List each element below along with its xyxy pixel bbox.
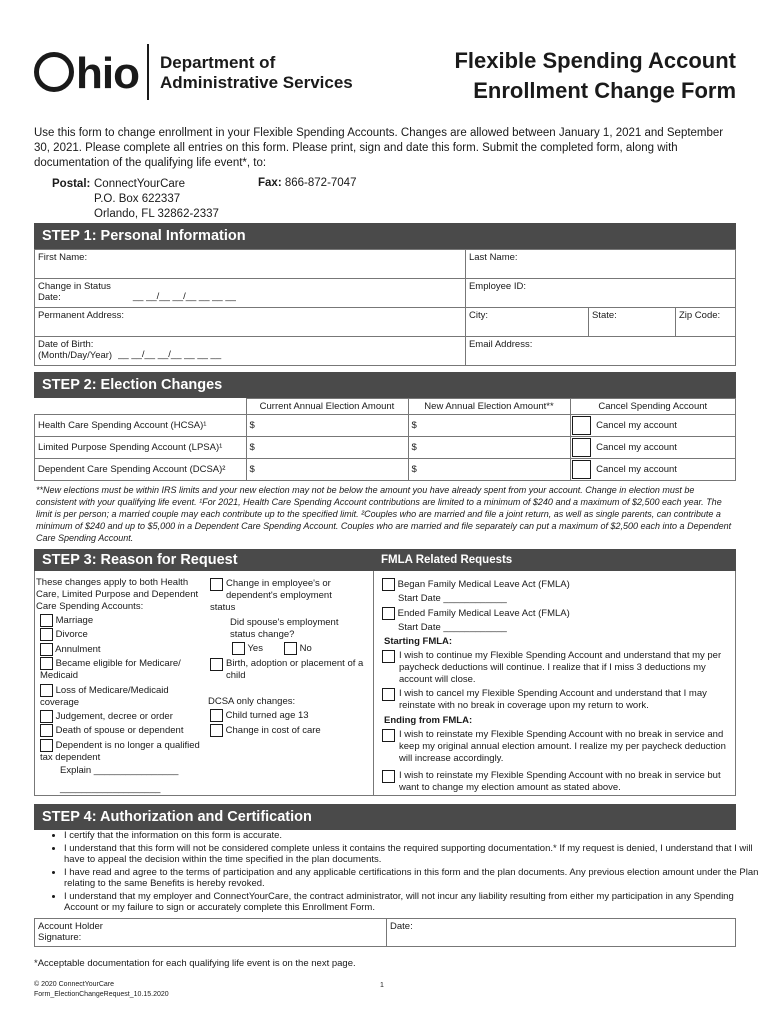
dcsa-label: Child turned age 13: [225, 710, 309, 722]
postal-address: [52, 177, 219, 222]
reason-checkbox[interactable]: [40, 684, 53, 697]
reason-item: [40, 614, 93, 627]
fax-value: 866-872-7047: [284, 177, 357, 189]
ohio-logo-o: [34, 52, 74, 92]
reason-checkbox[interactable]: [40, 628, 53, 641]
title-line-2: Enrollment Change Form: [473, 78, 736, 103]
step3-header: STEP 3: Reason for Request: [34, 549, 373, 571]
spouse-yes: [232, 642, 263, 655]
reason-label: Judgement, decree or order: [55, 711, 173, 723]
row-label: Dependent Care Spending Account (DCSA)²: [35, 459, 247, 481]
reason-label: Divorce: [55, 629, 88, 641]
dob-field[interactable]: [35, 337, 466, 366]
employment-change-checkbox[interactable]: [210, 578, 223, 591]
end-option-1-label: I wish to reinstate my Flexible Spending Account with no break in service and keep my original annual election amount. I realize my per paycheck deduction will increase accordingly.: [399, 729, 726, 764]
dcsa-checkbox[interactable]: [210, 709, 223, 722]
start-option-1: [382, 650, 730, 686]
city-field[interactable]: [465, 308, 588, 337]
last-name-field[interactable]: [465, 250, 735, 279]
election-table: [34, 398, 736, 481]
reason-checkbox[interactable]: [40, 739, 53, 752]
fax-number: [258, 177, 356, 189]
reason-item: [40, 628, 88, 641]
reason-item: [40, 710, 173, 723]
step2-header: STEP 2: Election Changes: [34, 372, 736, 398]
fmla-began-checkbox[interactable]: [382, 578, 395, 591]
current-amount-input[interactable]: $: [246, 437, 408, 459]
reason-item: [40, 657, 200, 682]
election-row: [35, 437, 736, 459]
new-amount-input[interactable]: $: [408, 459, 570, 481]
step1-header: STEP 1: Personal Information: [34, 223, 736, 249]
fmla-header: FMLA Related Requests: [373, 549, 736, 571]
step3-divider: [373, 571, 374, 796]
no-checkbox[interactable]: [284, 642, 297, 655]
state-label: State:: [591, 310, 617, 321]
last-name-label: Last Name:: [468, 252, 518, 263]
signature-table: [34, 918, 736, 947]
reason-item: [40, 739, 200, 764]
start-option-2: [382, 688, 730, 712]
election-corner: [35, 399, 247, 415]
ohio-logo-text: hio: [76, 49, 139, 98]
employee-id-field[interactable]: [465, 279, 735, 308]
fmla-ended-item: [382, 607, 570, 620]
explain-field[interactable]: Explain ________________: [60, 765, 179, 776]
dcsa-label: Change in cost of care: [225, 725, 321, 737]
signature-date-label: Date:: [390, 921, 413, 932]
department-name: [160, 53, 353, 93]
reason-label: Marriage: [55, 615, 94, 627]
signature-field[interactable]: [35, 919, 387, 947]
step4-header: STEP 4: Authorization and Certification: [34, 804, 736, 830]
reason-item: [40, 643, 101, 656]
new-amount-input[interactable]: $: [408, 415, 570, 437]
personal-info-table: [34, 249, 736, 366]
fmla-ended-start-date[interactable]: Start Date ____________: [398, 622, 507, 633]
dcsa-item: [210, 709, 309, 722]
change-status-date-field[interactable]: [35, 279, 466, 308]
certification-item: • I certify that the information on this form is accurate.: [64, 830, 764, 842]
explain-label: Explain: [60, 765, 92, 776]
postal-line-3: Orlando, FL 32862-2337: [94, 208, 219, 220]
intro-text: Use this form to change enrollment in your Flexible Spending Accounts. Changes are allowed between January 1, 2021 and September 30, 2021. Please complete all entries on this form. Please print, sign and date this form. Submit the completed form, along with documentation of the qualifying life event*, to:: [34, 127, 724, 169]
dcsa-item: [210, 724, 321, 737]
ohio-logo: [34, 48, 139, 99]
end-option-2: [382, 770, 730, 794]
birth-adoption-label: Birth, adoption or placement of a child: [226, 658, 364, 681]
certification-list: [34, 830, 764, 915]
reason-checkbox[interactable]: [40, 614, 53, 627]
zip-label: Zip Code:: [678, 310, 721, 321]
fmla-began-start-date[interactable]: Start Date ____________: [398, 593, 507, 604]
reason-item: [40, 724, 183, 737]
reason-checkbox[interactable]: [40, 657, 53, 670]
spouse-question: Did spouse's employment status change?: [230, 617, 339, 640]
cancel-label: Cancel my account: [596, 442, 677, 454]
fmla-ended-checkbox[interactable]: [382, 607, 395, 620]
first-name-label: First Name:: [38, 252, 88, 263]
end-option-2-checkbox[interactable]: [382, 770, 395, 783]
page-number: 1: [380, 982, 384, 989]
certification-item: • I have read and agree to the terms of participation and any applicable certifications in this form and the plan documents. Any previous election amount under the Plan relating to the same Benefits is hereby revoked.: [64, 867, 764, 890]
dept-line-1: Department of: [160, 53, 276, 72]
footer-left: [34, 980, 169, 1000]
col-current-header: Current Annual Election Amount: [246, 399, 408, 415]
change-status-label-1: Change in Status: [38, 281, 111, 292]
ending-fmla-heading: Ending from FMLA:: [384, 715, 473, 726]
dob-label-2: (Month/Day/Year): [38, 350, 113, 361]
cancel-label: Cancel my account: [596, 420, 677, 432]
reason-label: Annulment: [55, 644, 101, 656]
yes-label: Yes: [247, 643, 263, 655]
election-row: [35, 459, 736, 481]
birth-adoption-checkbox[interactable]: [210, 658, 223, 671]
zip-field[interactable]: [675, 308, 735, 337]
change-status-label-2: Date:: [38, 292, 61, 303]
start-date-label: Start Date: [398, 622, 441, 633]
current-amount-input[interactable]: $: [246, 415, 408, 437]
employment-change-label: Change in employee's or dependent's employment status: [210, 578, 332, 613]
reason-label: Dependent is no longer a qualified tax dependent: [40, 740, 200, 764]
dob-blank: __ __/__ __/__ __ __ __: [118, 349, 222, 360]
certification-item: • I understand that this form will not be considered complete unless it contains the required supporting documentation.* If my request is denied, I understand that I will have to appeal the decision within the time specified in the plan documents.: [64, 843, 764, 866]
reason-label: Death of spouse or dependent: [55, 725, 184, 737]
row-label: Health Care Spending Account (HCSA)¹: [35, 415, 247, 437]
col-new-header: New Annual Election Amount**: [408, 399, 570, 415]
start-option-2-label: I wish to cancel my Flexible Spending Account and understand that I may reinstate with no break in coverage upon my return to work.: [399, 688, 707, 711]
explain-line-2[interactable]: ___________________: [60, 783, 161, 794]
fmla-began-label: Began Family Medical Leave Act (FMLA): [397, 579, 570, 591]
birth-adoption-item: [210, 658, 370, 682]
postal-line-1: ConnectYourCare: [94, 178, 185, 190]
signature-label-1: Account Holder: [38, 921, 103, 932]
reason-checkbox[interactable]: [40, 710, 53, 723]
cancel-checkbox[interactable]: [572, 460, 591, 479]
form-id: Form_ElectionChangeRequest_10.15.2020: [34, 991, 169, 998]
dept-line-2: Administrative Services: [160, 73, 353, 92]
employee-id-label: Employee ID:: [468, 281, 526, 292]
first-name-field[interactable]: [35, 250, 466, 279]
reason-checkbox[interactable]: [40, 643, 53, 656]
state-field[interactable]: [588, 308, 675, 337]
employment-change-item: [210, 578, 358, 614]
fmla-ended-label: Ended Family Medical Leave Act (FMLA): [397, 608, 570, 620]
dob-label-1: Date of Birth:: [38, 339, 94, 350]
start-option-1-label: I wish to continue my Flexible Spending Account and understand that my per paycheck deductions will continue. I realize that if I miss 3 deductions my account will close.: [399, 650, 722, 685]
current-amount-input[interactable]: $: [246, 459, 408, 481]
cancel-checkbox[interactable]: [572, 438, 591, 457]
yes-checkbox[interactable]: [232, 642, 245, 655]
copyright: © 2020 ConnectYourCare: [34, 981, 115, 988]
reason-label: Became eligible for Medicare/ Medicaid: [40, 658, 181, 682]
cancel-checkbox[interactable]: [572, 416, 591, 435]
postal-label: Postal:: [52, 178, 91, 190]
certification-item: • I understand that my employer and ConnectYourCare, the contract administrator, will not incur any liability resulting from either my participation in any Spending Account or my failure to sign or accurately complete this Enrollment Form.: [64, 891, 764, 914]
documentation-note: *Acceptable documentation for each qualifying life event is on the next page.: [34, 958, 356, 969]
spouse-no: [284, 642, 312, 655]
fmla-began-item: [382, 578, 570, 591]
election-note: **New elections must be within IRS limits and your new election may not be below the amount you have already spent from your account. Change in election must be consistent with your qualifying life event. ¹For 2021, Health Care Spending Account contributions are limited to a minimum of $240 and a maximum of $2,500 each year. The limit is per person; a married couple may each contribute up to the specified limit. ²Couples who are married and file a joint return, as well as single parents, can contribute a minimum of $240 and up to $5,000 in a Dependent Care Spending Account. Couples who are married and file separately can put a maximum of $2,500 each into a Dependent Care Spending Account.: [36, 485, 732, 543]
email-label: Email Address:: [468, 339, 533, 350]
change-status-date-blank: __ __/__ __/__ __ __ __: [132, 291, 236, 302]
start-date-label: Start Date: [398, 593, 441, 604]
col-cancel-header: Cancel Spending Account: [570, 399, 736, 415]
cancel-label: Cancel my account: [596, 464, 677, 476]
end-option-1-checkbox[interactable]: [382, 729, 395, 742]
dcsa-checkbox[interactable]: [210, 724, 223, 737]
election-row: [35, 415, 736, 437]
new-amount-input[interactable]: $: [408, 437, 570, 459]
address-label: Permanent Address:: [38, 310, 125, 321]
end-option-1: [382, 729, 730, 765]
signature-label-2: Signature:: [38, 932, 82, 943]
start-option-1-checkbox[interactable]: [382, 650, 395, 663]
start-option-2-checkbox[interactable]: [382, 688, 395, 701]
no-label: No: [299, 643, 312, 655]
title-line-1: Flexible Spending Account: [454, 48, 736, 73]
logo-divider: [147, 44, 149, 100]
email-field[interactable]: [465, 337, 735, 366]
city-label: City:: [468, 310, 488, 321]
form-title: [454, 46, 736, 106]
reason-label: Loss of Medicare/Medicaid coverage: [40, 685, 169, 709]
row-label: Limited Purpose Spending Account (LPSA)¹: [35, 437, 247, 459]
reason-checkbox[interactable]: [40, 724, 53, 737]
col1-intro: These changes apply to both Health Care, Limited Purpose and Dependent Care Spending Accounts:: [36, 577, 199, 612]
address-field[interactable]: [35, 308, 466, 337]
end-option-2-label: I wish to reinstate my Flexible Spending Account with no break in service but want to change my election amount as stated above.: [399, 770, 721, 793]
reason-item: [40, 684, 200, 709]
dcsa-only-label: DCSA only changes:: [208, 696, 296, 707]
starting-fmla-heading: Starting FMLA:: [384, 636, 453, 647]
signature-date-field[interactable]: [387, 919, 736, 947]
postal-line-2: P.O. Box 622337: [94, 193, 181, 205]
fax-label: Fax:: [258, 177, 282, 189]
